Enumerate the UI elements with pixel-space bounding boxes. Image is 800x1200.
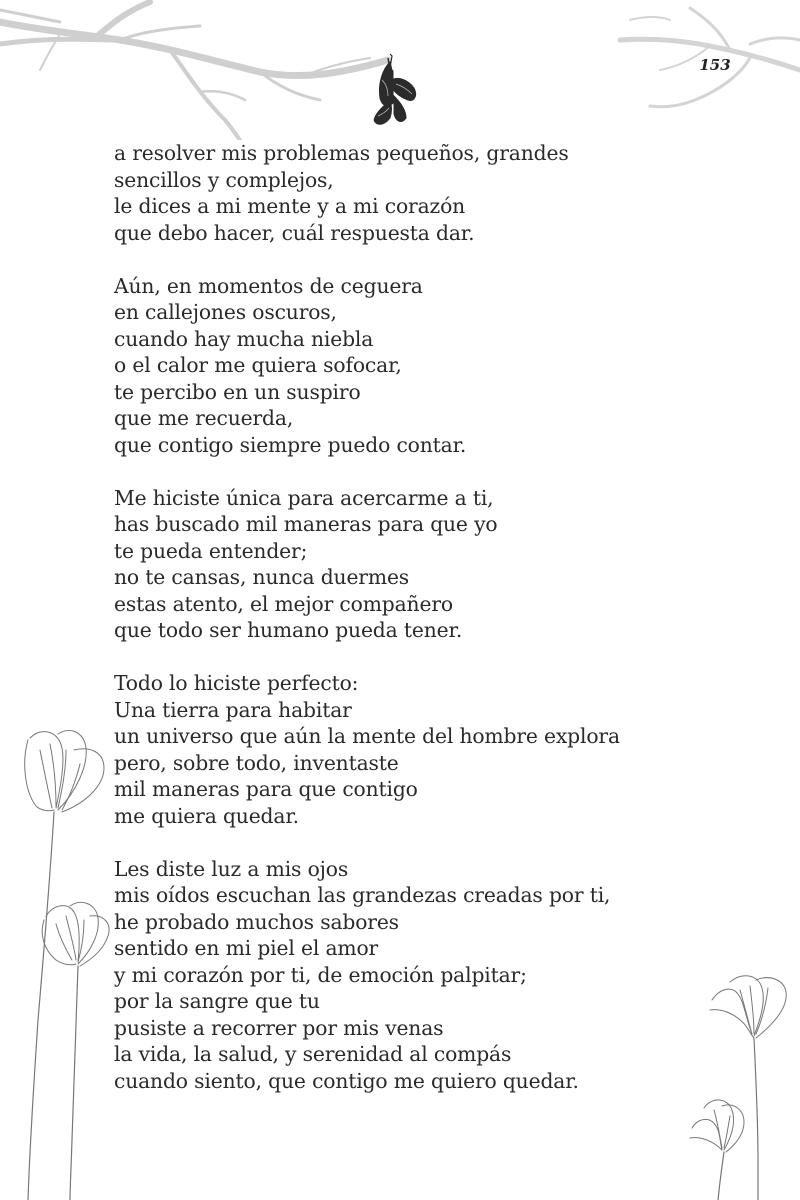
stanza-3 — [114, 485, 674, 644]
poem-line: cuando siento, que contigo me quiero quedar. — [114, 1068, 579, 1093]
poem-line: mis oídos escuchan las grandezas creadas por ti, — [114, 883, 611, 907]
page-number: 153 — [699, 56, 731, 74]
poem-line: Una tierra para habitar — [114, 697, 352, 722]
poem-line: que me recuerda, — [114, 406, 294, 430]
poem-line: me quiera quedar. — [114, 803, 299, 828]
poem-line: pero, sobre todo, inventaste — [114, 750, 399, 775]
poem-line: a resolver mis problemas pequeños, grandes — [114, 141, 569, 165]
poppy-flower-icon — [0, 720, 130, 1200]
poem-line: o el calor me quiera sofocar, — [114, 353, 402, 377]
poem-line: le dices a mi mente y a mi corazón — [114, 194, 466, 218]
poem-line: Les diste luz a mis ojos — [114, 856, 349, 881]
poem-line: estas atento, el mejor compañero — [114, 591, 453, 616]
poem-line: mil maneras para que contigo — [114, 777, 418, 801]
stanza-4 — [114, 670, 674, 829]
poem-line: que debo hacer, cuál respuesta dar. — [114, 220, 475, 245]
poem-line: te percibo en un suspiro — [114, 379, 361, 404]
poem-line: te pueda entender; — [114, 538, 308, 563]
poem-line: un universo que aún la mente del hombre explora — [114, 724, 620, 748]
poem-body — [114, 140, 674, 1121]
poem-line: por la sangre que tu — [114, 989, 320, 1013]
poem-line: he probado muchos sabores — [114, 909, 399, 934]
stanza-5 — [114, 856, 674, 1095]
poem-line: no te cansas, nunca duermes — [114, 565, 410, 589]
poem-line: sencillos y complejos, — [114, 167, 334, 192]
poem-line: pusiste a recorrer por mis venas — [114, 1015, 444, 1040]
poem-line: cuando hay mucha niebla — [114, 326, 374, 351]
poem-line: en callejones oscuros, — [114, 300, 337, 324]
poem-line: has buscado mil maneras para que yo — [114, 512, 498, 536]
branch-left-icon — [0, 0, 420, 140]
stanza-1 — [114, 140, 674, 246]
poem-line: Me hiciste única para acercarme a ti, — [114, 485, 494, 510]
poem-line: Aún, en momentos de ceguera — [114, 273, 423, 298]
poem-line: y mi corazón por ti, de emoción palpitar; — [114, 962, 527, 987]
poem-line: Todo lo hiciste perfecto: — [114, 671, 359, 695]
poem-line: que contigo siempre puedo contar. — [114, 432, 467, 457]
poppy-flower-icon — [680, 960, 800, 1200]
butterfly-icon — [364, 50, 424, 130]
poem-line: sentido en mi piel el amor — [114, 936, 379, 960]
poem-line: la vida, la salud, y serenidad al compás — [114, 1042, 512, 1066]
poem-line: que todo ser humano pueda tener. — [114, 618, 463, 642]
stanza-2 — [114, 273, 674, 459]
